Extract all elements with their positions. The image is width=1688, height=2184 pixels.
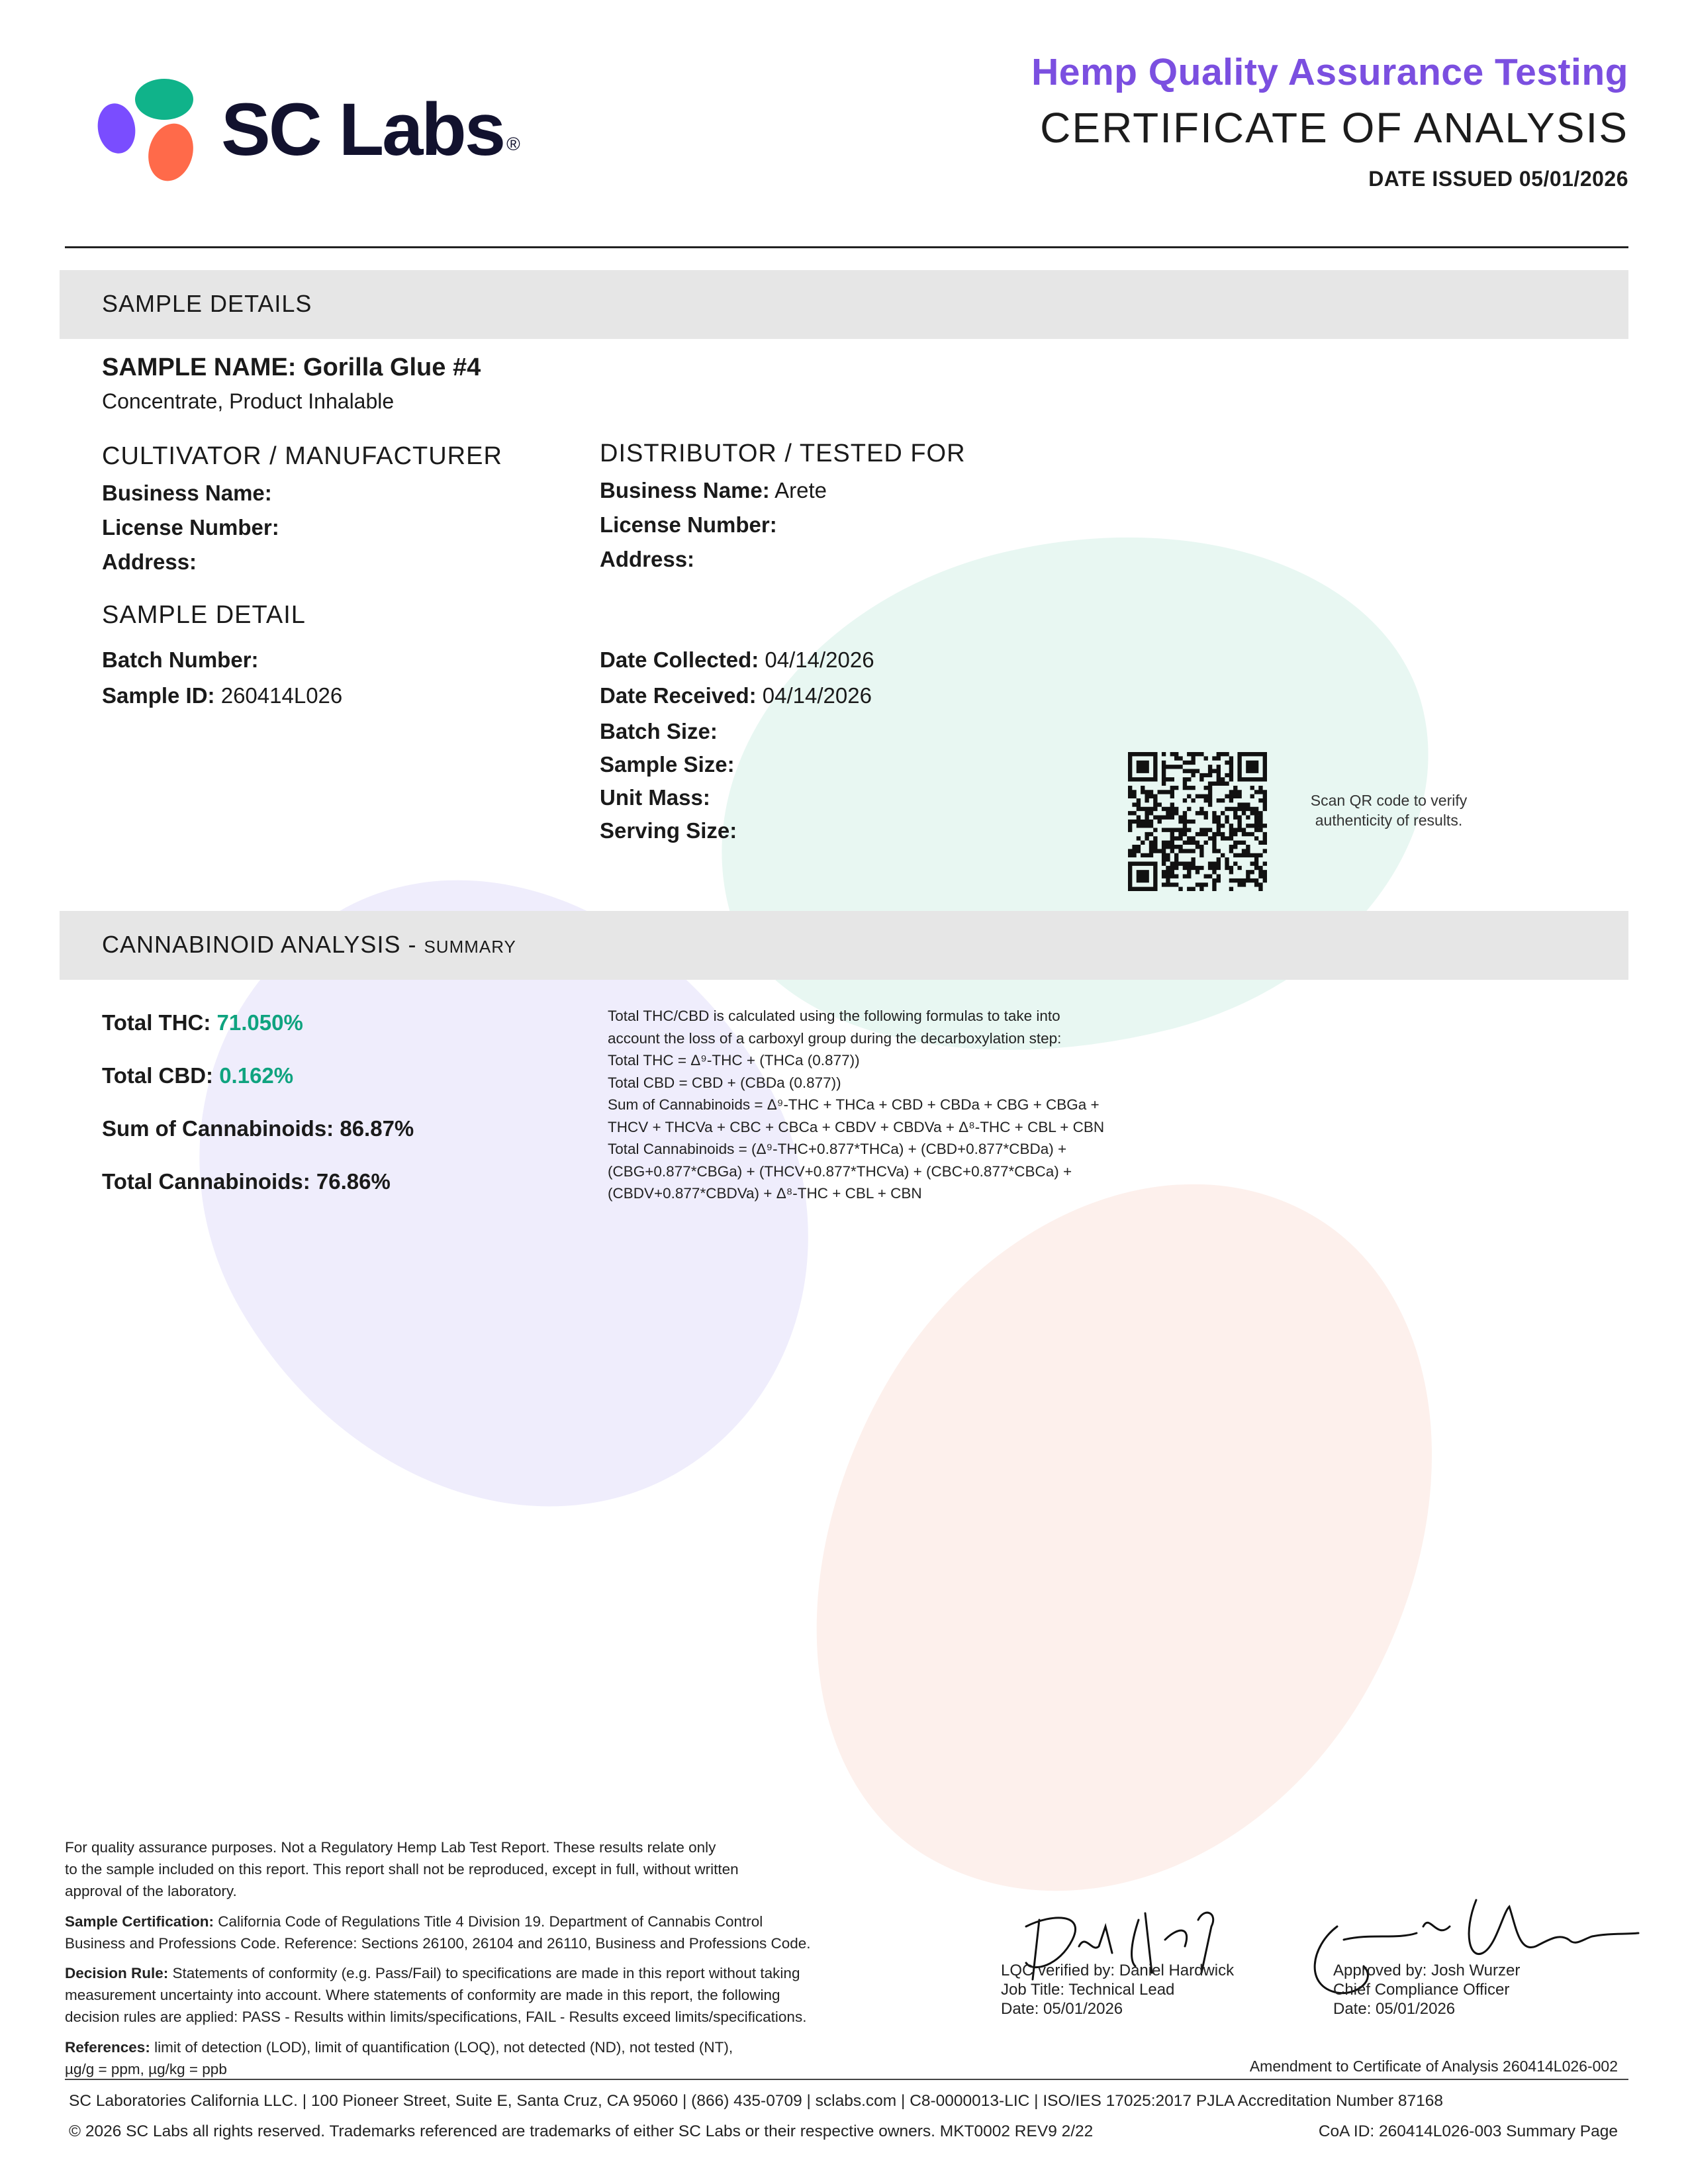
date-received xyxy=(600,683,872,708)
references-label: References: xyxy=(65,2039,150,2056)
sum-of-cannabinoids-value: 86.87% xyxy=(340,1116,414,1141)
total-cannabinoids-label: Total Cannabinoids: xyxy=(102,1169,310,1194)
amendment-note: Amendment to Certificate of Analysis 260414L026-002 xyxy=(1249,2058,1618,2075)
cannabinoid-heading-main: CANNABINOID ANALYSIS - xyxy=(102,931,424,958)
total-cannabinoids xyxy=(102,1169,391,1194)
cultivator-business-name-label: Business Name: xyxy=(102,481,272,505)
certification-line xyxy=(65,1911,811,1932)
formula-line: Total Cannabinoids = (Δ⁹-THC+0.877*THCa) + (CBD+0.877*CBDa) + xyxy=(608,1141,1067,1157)
references-text: limit of detection (LOD), limit of quantification (LOQ), not detected (ND), not tested (NT), xyxy=(150,2039,733,2056)
signer1-block xyxy=(1001,1961,1234,2018)
coa-id: CoA ID: 260414L026-003 Summary Page xyxy=(1318,2122,1618,2140)
copyright-line: © 2026 SC Labs all rights reserved. Trademarks referenced are trademarks of either SC Labs or their respective owners. MKT0002 REV9 2/22 xyxy=(69,2122,1094,2140)
date-issued: DATE ISSUED 05/01/2026 xyxy=(1368,167,1628,191)
footer-divider xyxy=(65,2079,1628,2080)
references-line xyxy=(65,2036,733,2058)
cultivator-license-label: License Number: xyxy=(102,515,279,540)
formula-block xyxy=(608,1005,1104,1205)
decision-line xyxy=(65,1962,806,1984)
date-collected-value: 04/14/2026 xyxy=(765,647,874,672)
sc-labs-logo-icon xyxy=(97,78,196,184)
sc-labs-logo xyxy=(97,78,547,184)
logo-text: SC Labs xyxy=(221,88,504,171)
sample-details-bar xyxy=(60,270,1628,339)
sample-id-label: Sample ID: xyxy=(102,683,215,708)
date-collected xyxy=(600,647,874,673)
distributor-business-name xyxy=(600,478,827,503)
distributor-heading: DISTRIBUTOR / TESTED FOR xyxy=(600,440,966,467)
cultivator-license xyxy=(102,515,279,540)
formula-line: Total THC = Δ⁹-THC + (THCa (0.877)) xyxy=(608,1052,860,1068)
header-divider xyxy=(65,246,1628,248)
total-cbd-label: Total CBD: xyxy=(102,1063,214,1088)
date-received-label: Date Received: xyxy=(600,683,757,708)
formula-line: (CBG+0.877*CBGa) + (THCV+0.877*THCVa) + (CBC+0.877*CBCa) + xyxy=(608,1163,1072,1180)
logo-registered-mark: ® xyxy=(506,134,518,154)
signer2-line3: Date: 05/01/2026 xyxy=(1333,2000,1456,2018)
cannabinoid-analysis-heading xyxy=(102,931,516,959)
total-cbd xyxy=(102,1063,293,1088)
distributor-address xyxy=(600,547,694,572)
distributor-license-label: License Number: xyxy=(600,512,777,537)
cultivator-heading: CULTIVATOR / MANUFACTURER xyxy=(102,442,502,470)
certification-line: Business and Professions Code. Reference: Sections 26100, 26104 and 26110, Business and Professions Code. xyxy=(65,1935,811,1952)
certification-text: California Code of Regulations Title 4 Division 19. Department of Cannabis Control xyxy=(214,1913,763,1930)
signer2-block xyxy=(1333,1961,1520,2018)
date-received-value: 04/14/2026 xyxy=(762,683,872,708)
distributor-business-name-value: Arete xyxy=(774,478,827,502)
references-line: µg/g = ppm, µg/kg = ppb xyxy=(65,2061,227,2077)
total-cannabinoids-value: 76.86% xyxy=(316,1169,391,1194)
formula-line: account the loss of a carboxyl group during the decarboxylation step: xyxy=(608,1029,1062,1047)
sample-size-label: Sample Size: xyxy=(600,752,735,777)
signer2-line1: Approved by: Josh Wurzer xyxy=(1333,1962,1521,1979)
decision-line: measurement uncertainty into account. Where statements of conformity are made in this report, the following xyxy=(65,1987,780,2003)
total-thc-value: 71.050% xyxy=(216,1010,303,1035)
sample-name-value: Gorilla Glue #4 xyxy=(303,354,481,381)
sample-name xyxy=(102,354,481,382)
company-line: SC Laboratories California LLC. | 100 Pioneer Street, Suite E, Santa Cruz, CA 95060 | (866) 435-0709 | sclabs.com | C8-0000013-LIC | ISO/IES 17025:2017 PJLA Accreditation Number 87168 xyxy=(69,2092,1444,2110)
date-collected-label: Date Collected: xyxy=(600,647,759,672)
sample-type: Concentrate, Product Inhalable xyxy=(102,389,395,413)
formula-line: Total THC/CBD is calculated using the following formulas to take into xyxy=(608,1008,1060,1024)
formula-line: THCV + THCVa + CBC + CBCa + CBDV + CBDVa + Δ⁸-THC + CBL + CBN xyxy=(608,1118,1105,1135)
batch-size-label: Batch Size: xyxy=(600,719,718,743)
total-thc-label: Total THC: xyxy=(102,1010,211,1035)
sum-of-cannabinoids xyxy=(102,1116,414,1141)
signer1-line2: Job Title: Technical Lead xyxy=(1001,1981,1175,1999)
sample-id xyxy=(102,683,342,708)
distributor-business-name-label: Business Name: xyxy=(600,478,770,502)
unit-mass-label: Unit Mass: xyxy=(600,785,710,810)
disclaimer-line: For quality assurance purposes. Not a Regulatory Hemp Lab Test Report. These results relate only xyxy=(65,1839,716,1856)
background-blob-peach xyxy=(692,1073,1559,2006)
sample-id-value: 260414L026 xyxy=(220,683,343,708)
qr-code-icon xyxy=(1128,752,1267,891)
signer1-line3: Date: 05/01/2026 xyxy=(1001,2000,1123,2018)
decision-line: decision rules are applied: PASS - Results within limits/specifications, FAIL - Results exceed limits/specifications. xyxy=(65,2009,807,2025)
header-subtitle: Hemp Quality Assurance Testing xyxy=(1031,51,1628,93)
formula-line: (CBDV+0.877*CBDVa) + Δ⁸-THC + CBL + CBN xyxy=(608,1185,922,1202)
sample-name-label: SAMPLE NAME: xyxy=(102,354,297,381)
sample-detail-heading: SAMPLE DETAIL xyxy=(102,601,306,629)
cannabinoid-heading-small: SUMMARY xyxy=(424,937,516,957)
serving-size-label: Serving Size: xyxy=(600,818,737,843)
page-title: CERTIFICATE OF ANALYSIS xyxy=(1040,104,1628,152)
qr-caption-line1: Scan QR code to verify xyxy=(1310,792,1468,809)
certification-label: Sample Certification: xyxy=(65,1913,214,1930)
distributor-license xyxy=(600,512,777,538)
qr-caption xyxy=(1283,790,1495,830)
disclaimer-line: to the sample included on this report. This report shall not be reproduced, except in full, without written xyxy=(65,1861,739,1877)
logo-wordmark xyxy=(221,90,516,169)
footer-certification xyxy=(65,1911,811,1954)
batch-number xyxy=(102,647,259,673)
sum-of-cannabinoids-label: Sum of Cannabinoids: xyxy=(102,1116,334,1141)
formula-line: Sum of Cannabinoids = Δ⁹-THC + THCa + CBD + CBDa + CBG + CBGa + xyxy=(608,1096,1100,1113)
disclaimer-line: approval of the laboratory. xyxy=(65,1883,237,1899)
batch-number-label: Batch Number: xyxy=(102,647,259,672)
qr-caption-line2: authenticity of results. xyxy=(1315,812,1463,829)
decision-text: Statements of conformity (e.g. Pass/Fail) to specifications are made in this report without taking xyxy=(168,1965,800,1981)
qr-code[interactable] xyxy=(1128,752,1267,891)
distributor-address-label: Address: xyxy=(600,547,695,571)
formula-line: Total CBD = CBD + (CBDa (0.877)) xyxy=(608,1074,841,1091)
cannabinoid-analysis-bar xyxy=(60,911,1628,980)
cultivator-address-label: Address: xyxy=(102,549,197,574)
footer-decision-rule xyxy=(65,1962,806,2028)
footer-references xyxy=(65,2036,733,2080)
decision-label: Decision Rule: xyxy=(65,1965,169,1981)
footer-disclaimer xyxy=(65,1836,739,1902)
total-thc xyxy=(102,1010,303,1035)
cultivator-business-name xyxy=(102,481,272,506)
signer1-line1: LQC verified by: Daniel Hardwick xyxy=(1001,1962,1235,1979)
total-cbd-value: 0.162% xyxy=(219,1063,294,1088)
cultivator-address xyxy=(102,549,197,575)
sample-details-heading: SAMPLE DETAILS xyxy=(102,290,312,317)
signer2-line2: Chief Compliance Officer xyxy=(1333,1981,1510,1999)
